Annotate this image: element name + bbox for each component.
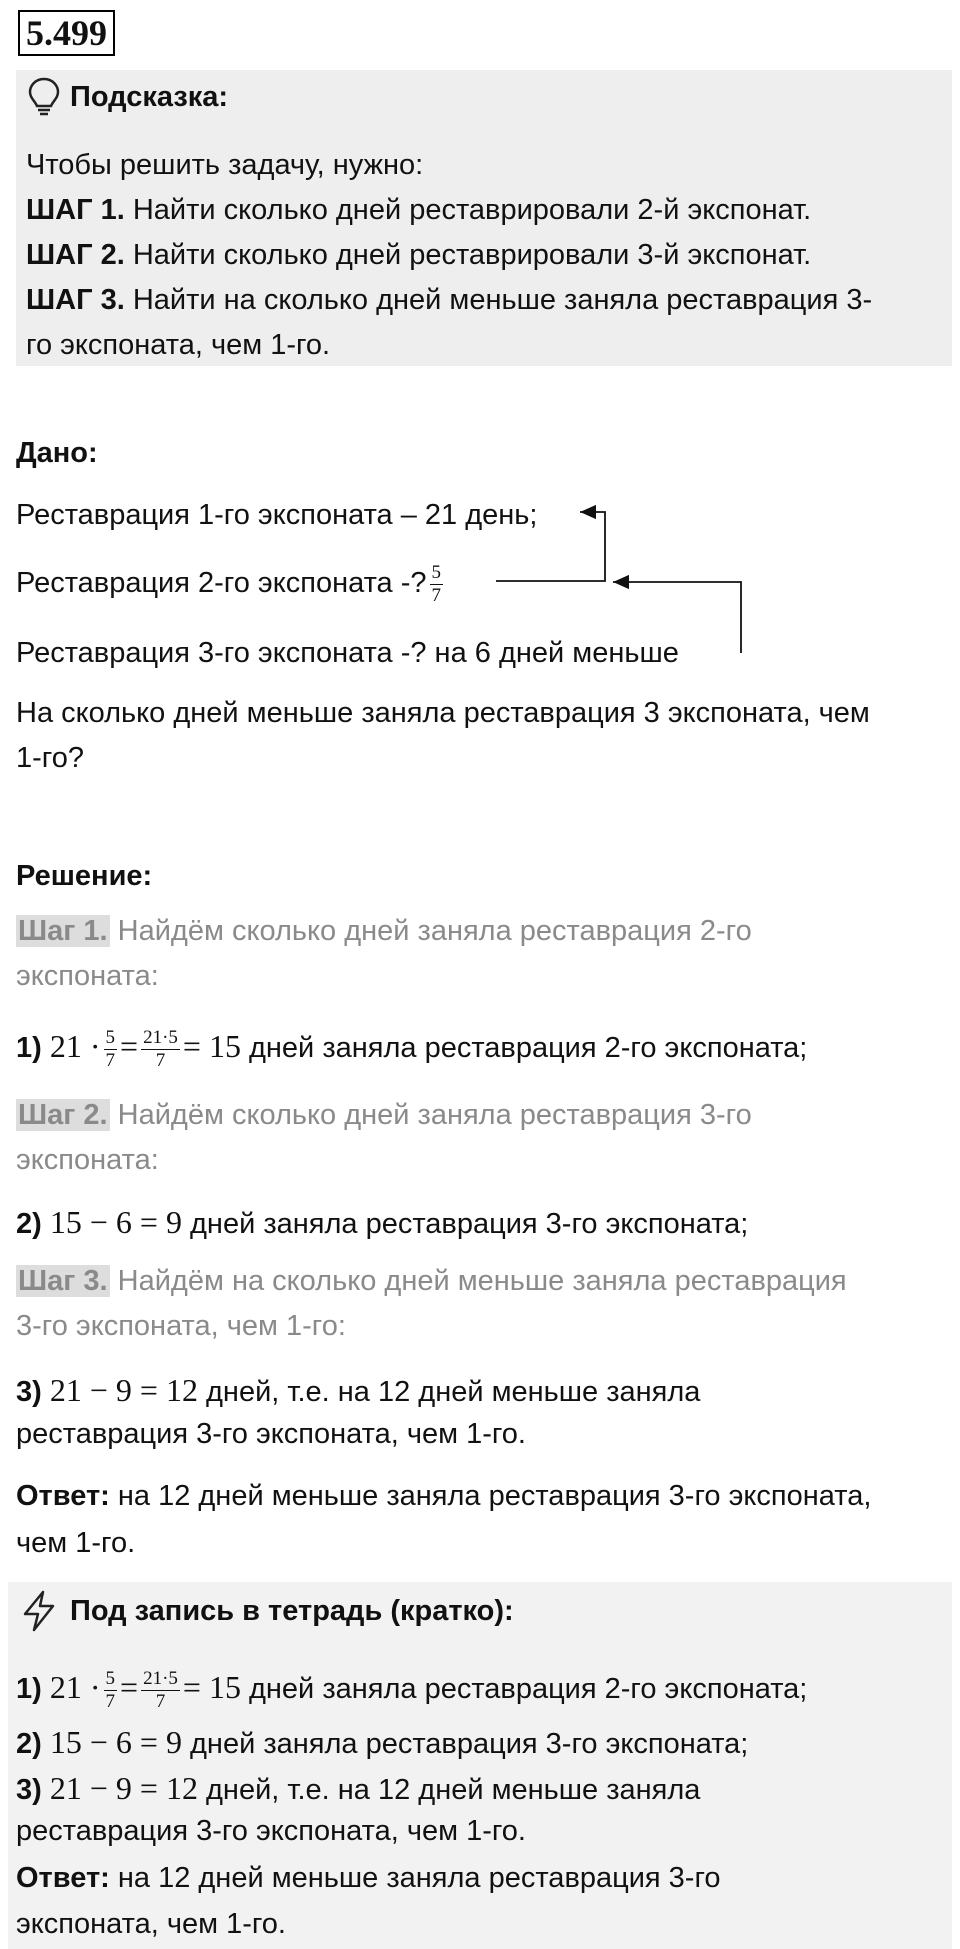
short-calc-2: [16, 1718, 748, 1767]
calc-2: [16, 1198, 748, 1247]
lightning-icon: [20, 1590, 58, 1632]
solution-step-2-cont: экспоната:: [16, 1144, 159, 1176]
fraction: [141, 1668, 180, 1713]
given-title: Дано:: [16, 437, 98, 469]
fraction-numerator: 21·5: [143, 1667, 178, 1689]
fraction-denominator: 7: [431, 585, 442, 606]
calc-number: 1): [16, 1032, 42, 1064]
math-expression: 21 − 9 = 12: [49, 1770, 198, 1806]
calc-number: 3): [16, 1774, 42, 1806]
math-expression: 15 − 6 = 9: [49, 1204, 182, 1240]
solution-step-3-cont: 3-го экспоната, чем 1-го:: [16, 1310, 346, 1342]
hint-step-3: [26, 279, 872, 323]
short-calc-3: [16, 1764, 700, 1813]
fraction-numerator: 21·5: [143, 1026, 178, 1048]
hint-step-label: ШАГ 2.: [26, 239, 125, 271]
short-calc-3-cont: реставрация 3-го экспоната, чем 1-го.: [16, 1815, 526, 1847]
hint-step-2: [26, 234, 811, 278]
fraction-denominator: 7: [155, 1049, 166, 1071]
step-text: Найдём на сколько дней меньше заняла реставрация: [109, 1265, 847, 1297]
fraction: [141, 1027, 180, 1072]
fraction-denominator: 7: [155, 1690, 166, 1712]
short-answer-cont: экспоната, чем 1-го.: [16, 1908, 286, 1940]
hint-title: Подсказка:: [70, 81, 229, 113]
hint-step-label: ШАГ 1.: [26, 194, 125, 226]
answer-text: на 12 дней меньше заняла реставрация 3-го: [109, 1862, 721, 1894]
solution-step-2: [16, 1094, 752, 1138]
math-result: = 15: [182, 1669, 241, 1705]
calc-text: дней заняла реставрация 3-го экспоната;: [181, 1728, 749, 1760]
hint-step-3-cont: го экспоната, чем 1-го.: [26, 329, 331, 361]
calc-text: дней заняла реставрация 2-го экспоната;: [240, 1032, 808, 1064]
fraction: [104, 1668, 118, 1713]
fraction: [104, 1027, 118, 1072]
answer-label: Ответ:: [16, 1480, 110, 1512]
given-line-3: Реставрация 3-го экспоната -? на 6 дней меньше: [16, 637, 679, 669]
hint-step-text: Найти сколько дней реставрировали 3-й экспонат.: [124, 239, 812, 271]
hint-step-label: ШАГ 3.: [26, 284, 125, 316]
fraction-numerator: 5: [105, 1026, 116, 1048]
given-line-2-text: Реставрация 2-го экспоната -?: [16, 567, 427, 600]
calc-text: дней заняла реставрация 2-го экспоната;: [240, 1673, 808, 1705]
hint-step-text: Найти сколько дней реставрировали 2-й экспонат.: [124, 194, 812, 226]
answer: [16, 1475, 871, 1519]
fraction-denominator: 7: [105, 1690, 116, 1712]
equals-sign: =: [120, 1028, 139, 1064]
solution-step-3: [16, 1260, 847, 1304]
solution-title: Решение:: [16, 860, 153, 892]
answer-text: на 12 дней меньше заняла реставрация 3-го экспоната,: [109, 1480, 872, 1512]
given-line-1: Реставрация 1-го экспоната – 21 день;: [16, 499, 538, 531]
calc-number: 2): [16, 1728, 42, 1760]
hint-step-text: Найти на сколько дней меньше заняла реставрация 3-: [124, 284, 873, 316]
math-expression: 21 − 9 = 12: [49, 1372, 198, 1408]
fraction-numerator: 5: [431, 562, 442, 583]
hint-intro: Чтобы решить задачу, нужно:: [26, 149, 424, 181]
notebook-title: Под запись в тетрадь (кратко):: [70, 1595, 514, 1627]
solution-step-1-cont: экспоната:: [16, 960, 159, 992]
given-question-2: 1-го?: [16, 742, 84, 774]
answer-cont: чем 1-го.: [16, 1527, 136, 1559]
equals-sign: =: [120, 1669, 139, 1705]
step-label: Шаг 3.: [18, 1265, 108, 1297]
step-label: Шаг 1.: [18, 915, 108, 947]
given-line-2: [16, 562, 446, 607]
calc-number: 3): [16, 1376, 42, 1408]
fraction-denominator: 7: [105, 1049, 116, 1071]
step-label: Шаг 2.: [18, 1099, 108, 1131]
calc-text: дней, т.е. на 12 дней меньше заняла: [197, 1774, 701, 1806]
calc-number: 2): [16, 1208, 42, 1240]
calc-1: [16, 1022, 807, 1072]
problem-number: 5.499: [18, 10, 115, 56]
math-expression: 21 ·: [49, 1028, 101, 1064]
math-expression: 21 ·: [49, 1669, 101, 1705]
step-text: Найдём сколько дней заняла реставрация 3-го: [109, 1099, 752, 1131]
step-text: Найдём сколько дней заняла реставрация 2-го: [109, 915, 752, 947]
given-question-1: На сколько дней меньше заняла реставрация 3 экспоната, чем: [16, 697, 870, 729]
solution-step-1: [16, 910, 752, 954]
calc-number: 1): [16, 1673, 42, 1705]
calc-3-cont: реставрация 3-го экспоната, чем 1-го.: [16, 1418, 526, 1450]
calc-3: [16, 1366, 700, 1415]
calc-text: дней, т.е. на 12 дней меньше заняла: [197, 1376, 701, 1408]
short-calc-1: [16, 1663, 807, 1713]
fraction-numerator: 5: [105, 1667, 116, 1689]
answer-label: Ответ:: [16, 1862, 110, 1894]
short-answer: [16, 1857, 721, 1901]
math-expression: 15 − 6 = 9: [49, 1724, 182, 1760]
calc-text: дней заняла реставрация 3-го экспоната;: [181, 1208, 749, 1240]
fraction: [430, 562, 444, 607]
lightbulb-icon: [26, 76, 62, 118]
hint-step-1: [26, 189, 811, 233]
math-result: = 15: [182, 1028, 241, 1064]
